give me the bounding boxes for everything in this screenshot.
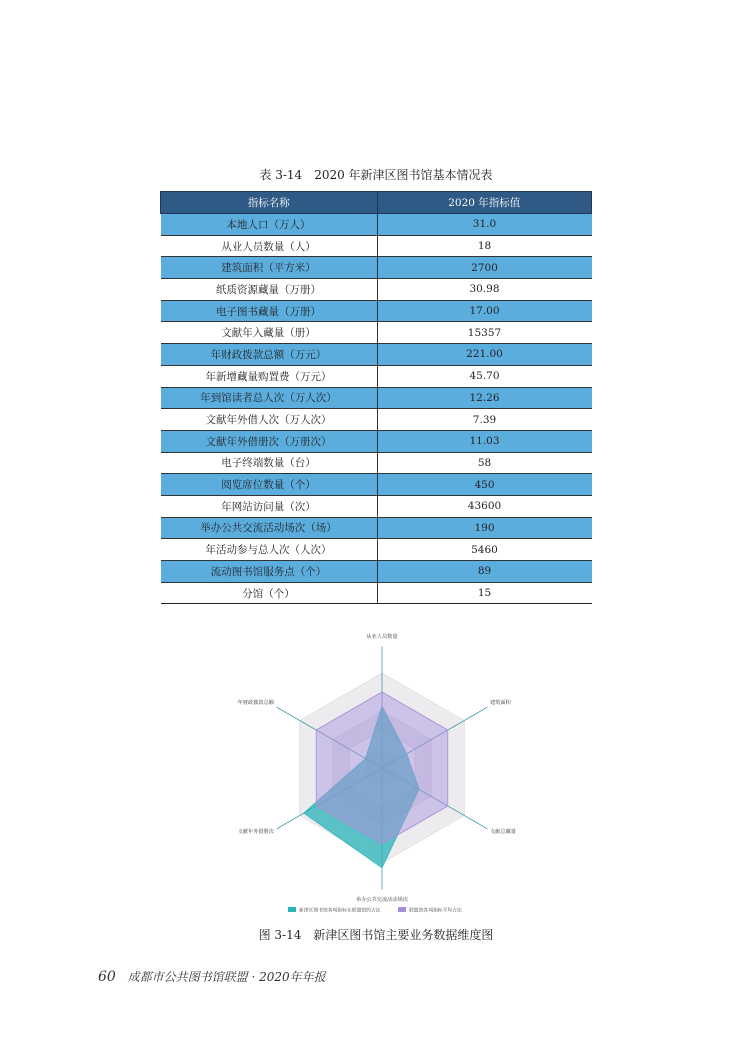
header-indicator-name: 指标名称	[161, 192, 378, 214]
indicator-value-cell: 450	[377, 474, 592, 496]
indicator-value-cell: 2700	[377, 257, 592, 279]
data-table	[160, 191, 592, 604]
indicator-value-cell: 190	[377, 517, 592, 539]
indicator-name-cell: 阅览席位数量（个）	[161, 474, 378, 496]
footer-title: 成都市公共图书馆联盟 · 2020年年报	[127, 970, 326, 984]
indicator-name-cell: 电子终端数量（台）	[161, 452, 378, 474]
table-row	[161, 474, 592, 496]
table-row	[161, 235, 592, 257]
indicator-value-cell: 12.26	[377, 387, 592, 409]
indicator-name-cell: 本地人口（万人）	[161, 214, 378, 236]
table-row	[161, 257, 592, 279]
radar-axis-label: 从业人员数量	[366, 634, 398, 640]
indicator-name-cell: 分馆（个）	[161, 582, 378, 604]
table-row	[161, 539, 592, 561]
indicator-value-cell: 7.39	[377, 409, 592, 431]
table-row	[161, 517, 592, 539]
indicator-name-cell: 纸质资源藏量（万册）	[161, 279, 378, 301]
indicator-value-cell: 5460	[377, 539, 592, 561]
indicator-value-cell: 89	[377, 561, 592, 583]
table-row	[161, 322, 592, 344]
indicator-value-cell: 11.03	[377, 430, 592, 452]
page-number: 60	[98, 969, 116, 985]
table-row	[161, 495, 592, 517]
table-row	[161, 365, 592, 387]
indicator-name-cell: 文献年入藏量（册）	[161, 322, 378, 344]
indicator-value-cell: 15357	[377, 322, 592, 344]
radar-axis-label: 建筑面积	[490, 700, 511, 706]
legend-label: 联盟馆各项指标平均占比	[409, 908, 462, 914]
table-row	[161, 430, 592, 452]
table-row	[161, 452, 592, 474]
indicator-value-cell: 58	[377, 452, 592, 474]
indicator-name-cell: 年到馆读者总人次（万人次）	[161, 387, 378, 409]
table-row	[161, 344, 592, 366]
table-row	[161, 214, 592, 236]
indicator-value-cell: 31.0	[377, 214, 592, 236]
indicator-name-cell: 年网站访问量（次）	[161, 495, 378, 517]
radar-axis-label: 文献总藏量	[490, 829, 516, 835]
table-header-row	[161, 192, 592, 214]
header-indicator-value: 2020 年指标值	[377, 192, 592, 214]
indicator-name-cell: 流动图书馆服务点（个）	[161, 561, 378, 583]
radar-axis-label: 年财政拨款总额	[237, 700, 274, 706]
table-row	[161, 561, 592, 583]
indicator-value-cell: 18	[377, 235, 592, 257]
indicator-name-cell: 文献年外借人次（万人次）	[161, 409, 378, 431]
indicator-name-cell: 文献年外借册次（万册次）	[161, 430, 378, 452]
indicator-name-cell: 建筑面积（平方米）	[161, 257, 378, 279]
indicator-value-cell: 221.00	[377, 344, 592, 366]
indicator-value-cell: 43600	[377, 495, 592, 517]
indicator-name-cell: 年新增藏量购置费（万元）	[161, 365, 378, 387]
indicator-value-cell: 15	[377, 582, 592, 604]
table-caption: 表 3-14 2020 年新津区图书馆基本情况表	[259, 168, 493, 182]
table-row	[161, 300, 592, 322]
legend-label: 新津区图书馆各项指标在联盟馆的占比	[299, 908, 381, 914]
indicator-value-cell: 17.00	[377, 300, 592, 322]
radar-chart	[222, 628, 542, 918]
figure-caption: 图 3-14 新津区图书馆主要业务数据维度图	[258, 928, 494, 942]
indicator-name-cell: 年活动参与总人次（人次）	[161, 539, 378, 561]
table-row	[161, 409, 592, 431]
table-row	[161, 387, 592, 409]
legend-swatch	[398, 907, 406, 912]
radar-axis-label: 文献年外借册次	[237, 829, 274, 835]
indicator-name-cell: 电子图书藏量（万册）	[161, 300, 378, 322]
indicator-name-cell: 从业人员数量（人）	[161, 235, 378, 257]
page-footer	[98, 968, 326, 985]
table-row	[161, 582, 592, 604]
table-row	[161, 279, 592, 301]
indicator-name-cell: 年财政拨款总额（万元）	[161, 344, 378, 366]
legend-swatch	[288, 907, 296, 912]
indicator-name-cell: 举办公共交流活动场次（场）	[161, 517, 378, 539]
indicator-value-cell: 30.98	[377, 279, 592, 301]
indicator-value-cell: 45.70	[377, 365, 592, 387]
radar-axis-label: 举办公共交流活动场次	[356, 897, 408, 903]
